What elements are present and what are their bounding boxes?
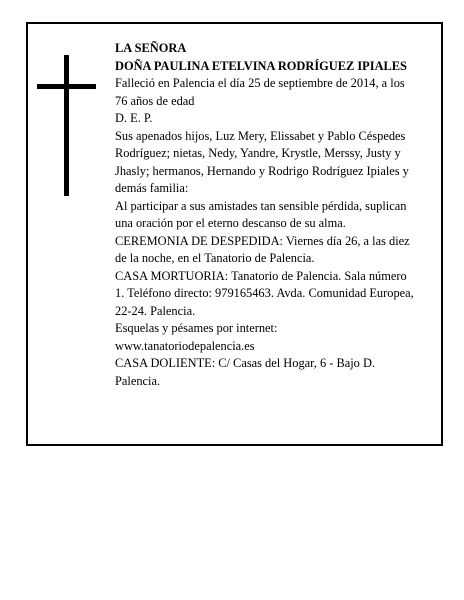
- website-link[interactable]: www.tanatoriodepalencia.es: [115, 338, 255, 353]
- heading-title: LA SEÑORA: [115, 41, 187, 55]
- ceremony-info: CEREMONIA DE DESPEDIDA: Viernes día 26, a las diez de la noche, en el Tanatorio de Palencia.: [115, 233, 410, 265]
- cross-horizontal-bar: [37, 84, 96, 89]
- obituary-text: [115, 40, 415, 390]
- cross-vertical-bar: [64, 55, 69, 196]
- condolences-label: Esquelas y pésames por internet:: [115, 321, 278, 335]
- rip-text: D. E. P.: [115, 111, 153, 125]
- family-list: Sus apenados hijos, Luz Mery, Elissabet y Pablo Céspedes Rodríguez; nietas, Nedy, Yandre, Krystle, Merssy, Justy y Jhasly; hermanos, Hernando y Rodrigo Rodríguez Ipiales y demás familia:: [115, 128, 409, 195]
- mortuary-info: CASA MORTUORIA: Tanatorio de Palencia. Sala número 1. Teléfono directo: 979165463. Avda. Comunidad Europea, 22-24. Palencia.: [115, 268, 414, 318]
- mourning-house-info: CASA DOLIENTE: C/ Casas del Hogar, 6 - Bajo D. Palencia.: [115, 356, 376, 388]
- prayer-request: Al participar a sus amistades tan sensible pérdida, suplican una oración por el eterno descanso de su alma.: [115, 198, 407, 230]
- deceased-name: DOÑA PAULINA ETELVINA RODRÍGUEZ IPIALES: [115, 58, 407, 73]
- death-info: Falleció en Palencia el día 25 de septiembre de 2014, a los 76 años de edad: [115, 76, 405, 108]
